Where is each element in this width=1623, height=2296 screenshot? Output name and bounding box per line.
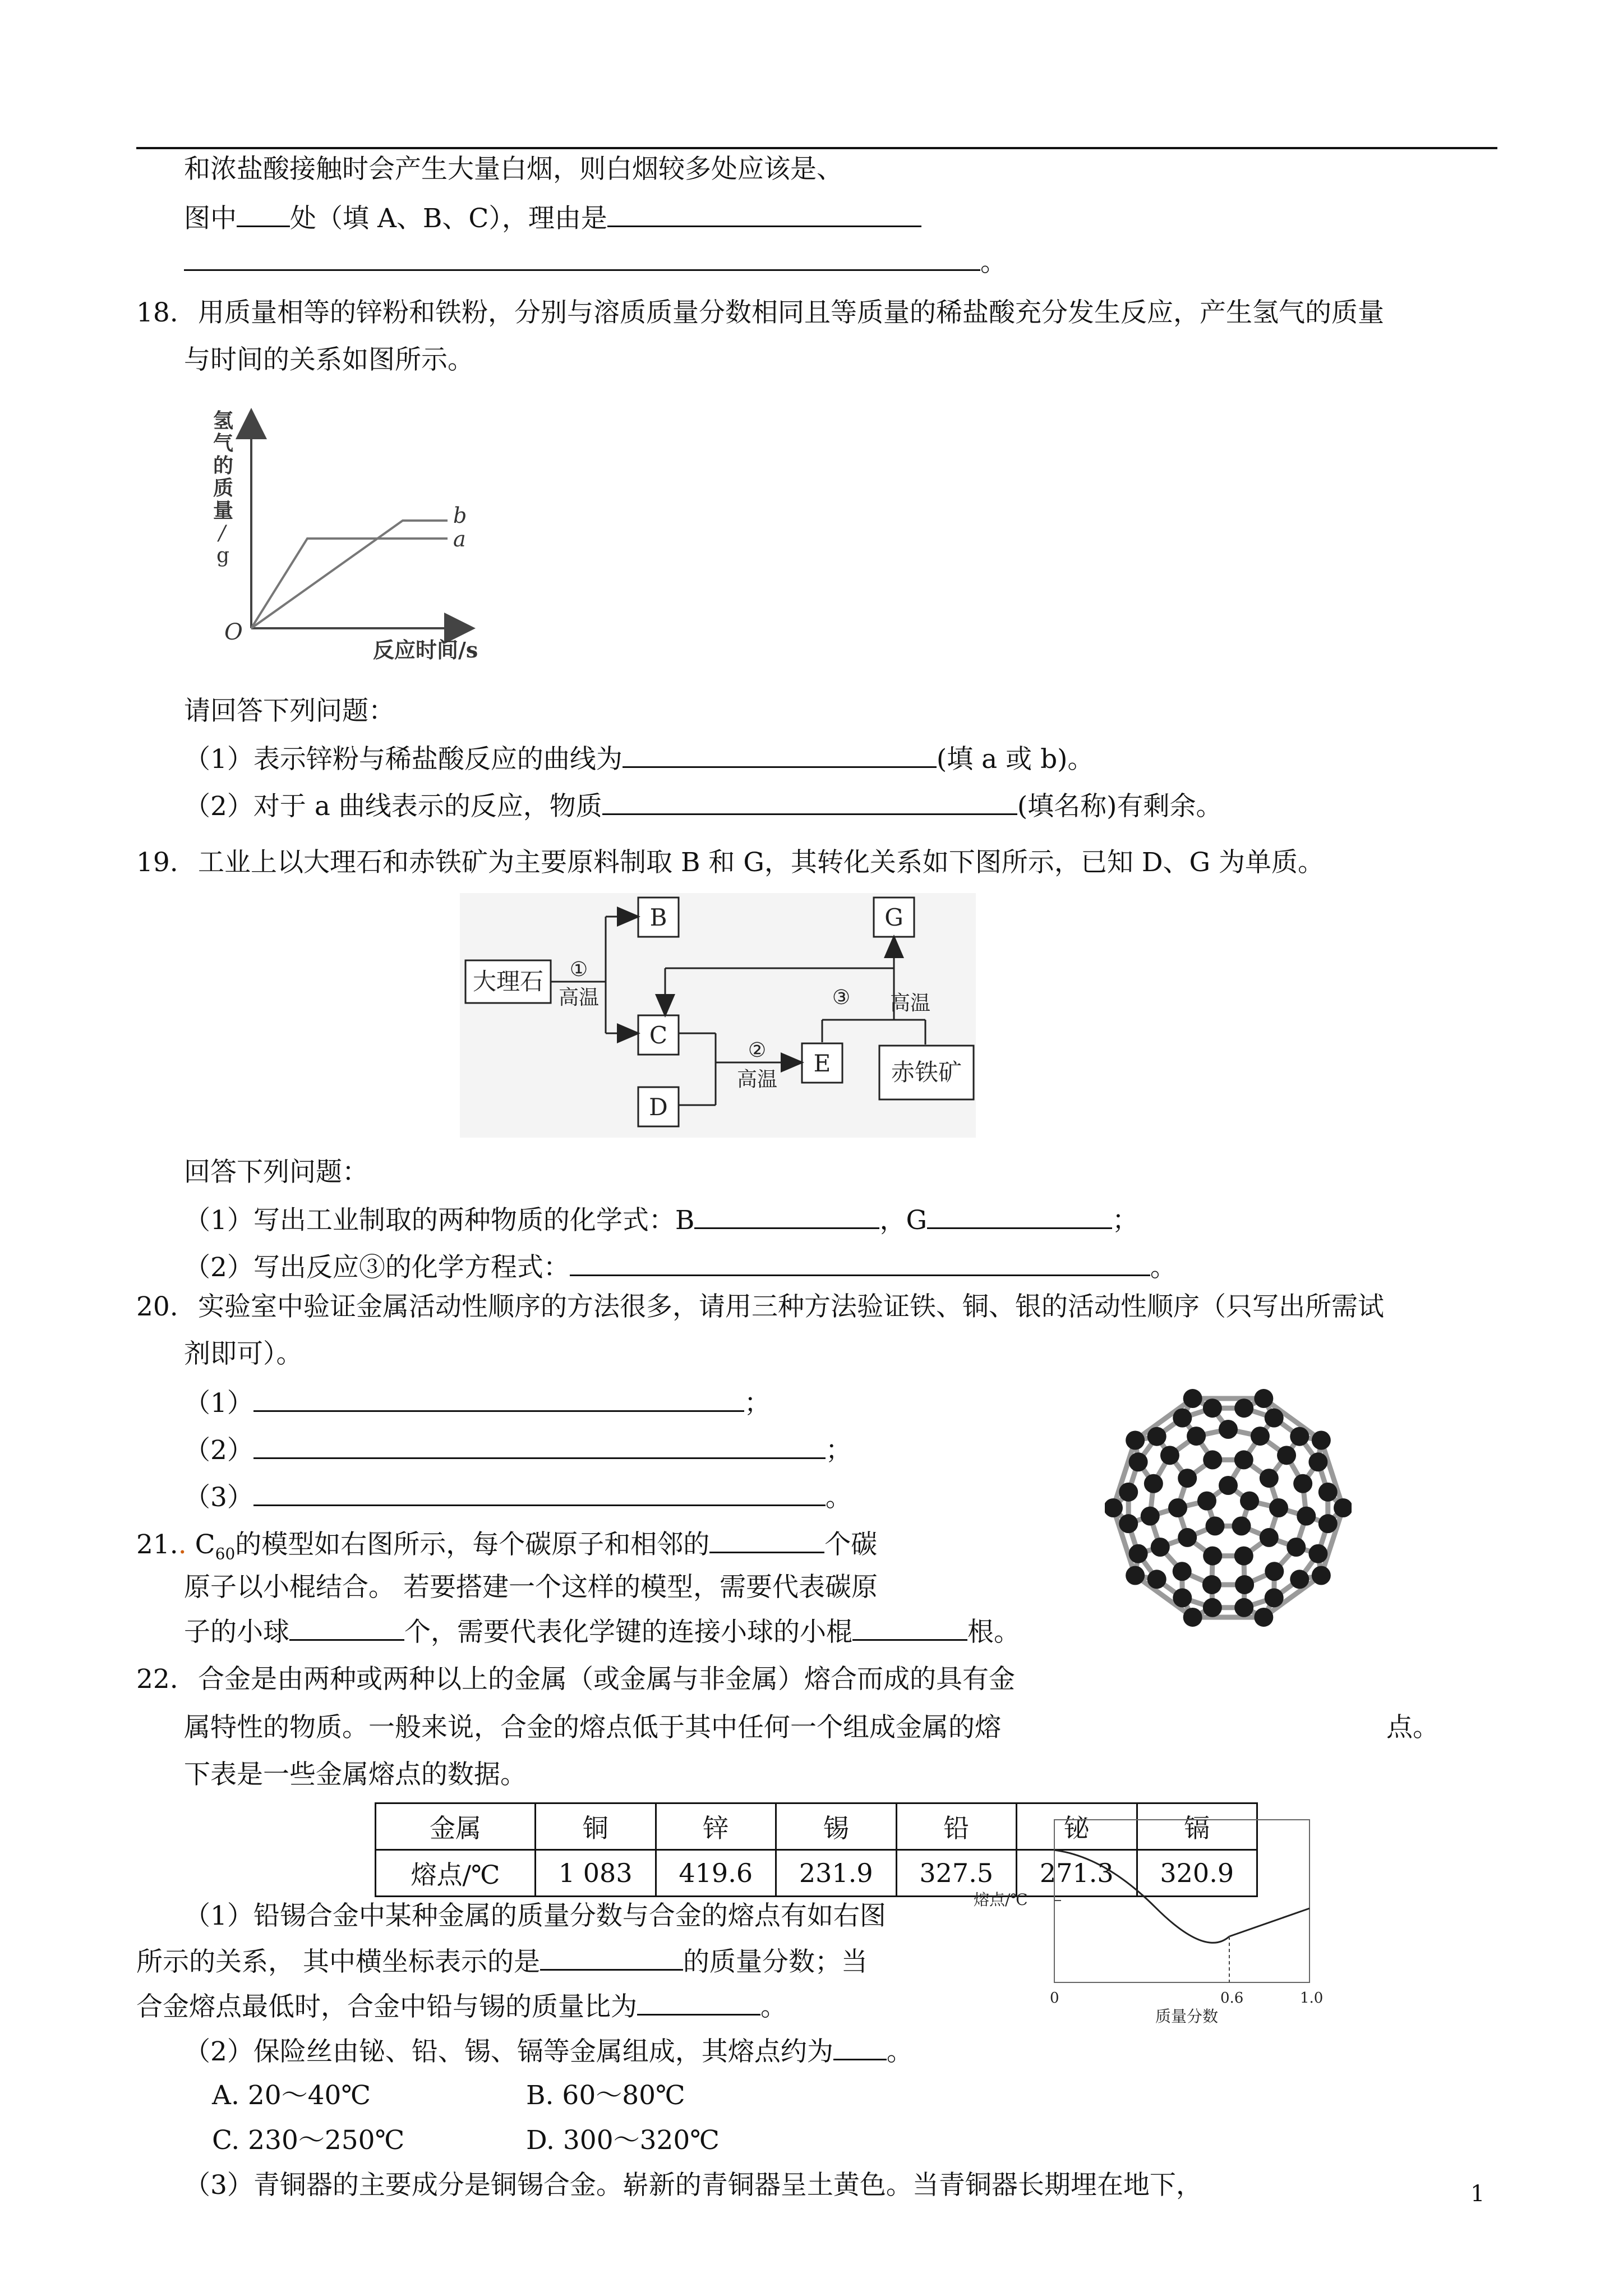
chart2-ylabel: 熔点/℃: [974, 1890, 1028, 1909]
q19-blank-b[interactable]: [694, 1203, 879, 1229]
q18-ylabel-char: 质: [213, 476, 234, 500]
c60-carbon-atom: [1234, 1450, 1253, 1469]
q22-sub1-line2: 所示的关系， 其中横坐标表示的是 的质量分数；当: [136, 1944, 868, 1979]
table-cell: 231.9: [776, 1850, 897, 1897]
c60-carbon-atom: [1234, 1398, 1253, 1418]
c60-carbon-atom: [1312, 1431, 1331, 1450]
q22-sub2: （2）保险丝由铋、铅、锡、镉等金属组成，其熔点约为 。: [184, 2034, 913, 2069]
c60-carbon-atom: [1147, 1427, 1166, 1446]
q19-blank-g[interactable]: [927, 1203, 1112, 1229]
chart2-tick-0-6: 0.6: [1220, 1990, 1244, 2007]
q19-number: 19.: [136, 847, 178, 878]
c60-carbon-atom: [1178, 1469, 1197, 1488]
q19-sub2: （2）写出反应③的化学方程式： 。: [184, 1250, 1177, 1285]
q18-text-line2: 与时间的关系如图所示。: [184, 344, 474, 375]
melting-curve-left: [1054, 1850, 1229, 1943]
q22-text-line2-end: 点。: [1386, 1712, 1439, 1743]
c60-carbon-atom: [1265, 1562, 1284, 1581]
q17-line3: 。: [184, 245, 1007, 279]
table-cell: 320.9: [1137, 1850, 1257, 1897]
c60-carbon-atom: [1308, 1544, 1327, 1563]
q19-text: 工业上以大理石和赤铁矿为主要原料制取 B 和 G，其转化关系如下图所示，已知 D、G 为单质。: [198, 847, 1325, 878]
c60-carbon-atom: [1119, 1483, 1138, 1502]
q18-series-line-b: [251, 521, 448, 628]
q22-text-line2: 属特性的物质。一般来说，合金的熔点低于其中任何一个组成金属的熔: [184, 1712, 1001, 1743]
table-cell: 铅: [896, 1803, 1017, 1850]
c60-carbon-atom: [1173, 1409, 1192, 1428]
c60-carbon-atom: [1265, 1588, 1284, 1607]
q22-text-line3: 下表是一些金属熔点的数据。: [184, 1759, 527, 1790]
q22-sub1-line1: （1）铅锡合金中某种金属的质量分数与合金的熔点有如右图: [184, 1901, 886, 1931]
q22-sub1-line3: 合金熔点最低时，合金中铅与锡的质量比为 。: [136, 1989, 787, 2024]
c60-carbon-atom: [1290, 1570, 1309, 1589]
c60-carbon-atom: [1318, 1483, 1338, 1502]
c60-carbon-atom: [1219, 1476, 1238, 1495]
q18-ylabel-char: 的: [213, 454, 234, 477]
q18-ylabel-char: 氢: [213, 409, 234, 432]
q21-blank-balls[interactable]: [289, 1614, 404, 1641]
q22-blank-ratio[interactable]: [637, 1989, 760, 2016]
header-rule: [136, 147, 1497, 149]
q19-prompt: 回答下列问题：: [184, 1157, 368, 1188]
c60-carbon-atom: [1260, 1528, 1279, 1547]
c60-carbon-atom: [1129, 1452, 1148, 1471]
node-g-label: G: [884, 904, 903, 931]
c60-carbon-atom: [1126, 1566, 1145, 1585]
q17-blank-reason[interactable]: [607, 201, 921, 227]
q20-line1: （1） ；: [184, 1386, 771, 1420]
q18-sub2: （2）对于 a 曲线表示的反应，物质 (填名称)有剩余。: [184, 789, 1223, 823]
c60-carbon-atom: [1234, 1547, 1253, 1566]
q20-line3: （3） 。: [184, 1480, 852, 1515]
c60-carbon-atom: [1234, 1598, 1253, 1617]
q18-ylabel-char: 气: [213, 431, 234, 455]
lead-tin-melting-chart: [970, 1818, 1396, 2031]
melting-curve-right: [1229, 1908, 1310, 1936]
q19-sub1: （1）写出工业制取的两种物质的化学式：B ，G ；: [184, 1203, 1138, 1237]
c60-carbon-atom: [1232, 1516, 1251, 1535]
q18-ylabel-char: g: [216, 544, 230, 567]
chart2-tick-1-0: 1.0: [1300, 1990, 1324, 2007]
c60-carbon-atom: [1308, 1452, 1327, 1471]
q22-blank-fuse[interactable]: [833, 2034, 887, 2060]
q18-origin: O: [224, 619, 243, 645]
c60-carbon-atom: [1187, 1427, 1206, 1446]
node-c-label: C: [649, 1022, 668, 1049]
q17-line1: 和浓盐酸接触时会产生大量白烟，则白烟较多处应该是、: [184, 154, 843, 185]
table-cell: 铜: [536, 1803, 656, 1850]
step3-condition: 高温: [890, 992, 931, 1015]
q22-option-c: C. 230～250℃: [212, 2125, 405, 2156]
c60-carbon-atom: [1173, 1562, 1192, 1581]
c60-carbon-atom: [1260, 1469, 1279, 1488]
q18-series-label-b: b: [453, 503, 467, 528]
table-cell: 熔点/℃: [376, 1850, 536, 1897]
node-hematite-label: 赤铁矿: [891, 1059, 962, 1086]
q18-blank-substance[interactable]: [602, 789, 1017, 815]
c60-carbon-atom: [1219, 1420, 1238, 1439]
q20-blank-1[interactable]: [253, 1386, 744, 1412]
c60-carbon-atom: [1173, 1588, 1192, 1607]
table-cell: 镉: [1137, 1803, 1257, 1850]
c60-carbon-atom: [1183, 1389, 1202, 1408]
c60-carbon-atom: [1168, 1498, 1187, 1517]
q22-sub3: （3）青铜器的主要成分是铜锡合金。崭新的青铜器呈土黄色。当青铜器长期埋在地下，: [184, 2170, 1202, 2201]
c60-carbon-atom: [1265, 1409, 1284, 1428]
step1-condition: 高温: [558, 986, 600, 1009]
table-cell: 铋: [1017, 1803, 1137, 1850]
table-cell: 419.6: [656, 1850, 776, 1897]
c60-carbon-atom: [1312, 1566, 1331, 1585]
q21-blank-neighbors[interactable]: [709, 1527, 824, 1553]
table-cell: 327.5: [896, 1850, 1017, 1897]
c60-molecule-model: [1105, 1384, 1352, 1631]
c60-carbon-atom: [1269, 1498, 1288, 1517]
c60-carbon-atom: [1203, 1450, 1222, 1469]
q18-text-line1: 用质量相等的锌粉和铁粉，分别与溶质质量分数相同且等质量的稀盐酸充分发生反应，产生氢气的质量: [198, 297, 1384, 328]
q21-line1: 21.. $C_{60}$的模型如右图所示，每个碳原子和相邻的 个碳: [136, 1527, 877, 1571]
q19-blank-equation[interactable]: [570, 1250, 1150, 1276]
table-cell: 金属: [376, 1803, 536, 1850]
c60-carbon-atom: [1203, 1547, 1222, 1566]
table-cell: 锌: [656, 1803, 776, 1850]
q18-number: 18.: [136, 297, 178, 328]
c60-carbon-atom: [1141, 1507, 1160, 1526]
c60-carbon-atom: [1178, 1528, 1197, 1547]
c60-carbon-atom: [1287, 1538, 1306, 1557]
q20-line2: （2） ；: [184, 1433, 852, 1467]
c60-carbon-atom: [1160, 1446, 1179, 1465]
c60-carbon-atom: [1318, 1514, 1338, 1533]
c60-carbon-atom: [1203, 1398, 1222, 1418]
table-cell: 锡: [776, 1803, 897, 1850]
q18-sub1: （1）表示锌粉与稀盐酸反应的曲线为 (填 a 或 b)。: [184, 742, 1094, 776]
q20-text-line1: 实验室中验证金属活动性顺序的方法很多，请用三种方法验证铁、铜、银的活动性顺序（只写出所需试: [198, 1291, 1384, 1322]
table-cell: 271.3: [1017, 1850, 1137, 1897]
node-e-label: E: [813, 1050, 831, 1077]
c60-carbon-atom: [1205, 1516, 1224, 1535]
c60-carbon-atom: [1144, 1474, 1163, 1493]
c60-carbon-atom: [1277, 1446, 1296, 1465]
q18-series-line-a: [251, 539, 448, 628]
c60-carbon-atom: [1129, 1544, 1148, 1563]
q22-text-line1: 合金是由两种或两种以上的金属（或金属与非金属）熔合而成的具有金: [198, 1664, 1015, 1695]
c60-carbon-atom: [1183, 1608, 1202, 1627]
q22-option-d: D. 300～320℃: [526, 2125, 720, 2156]
c60-carbon-atom: [1254, 1608, 1273, 1627]
c60-carbon-atom: [1290, 1427, 1309, 1446]
q18-ylabel-char: /: [219, 522, 226, 545]
q20-number: 20.: [136, 1291, 178, 1322]
q18-series-label-a: a: [453, 527, 466, 551]
c60-carbon-atom: [1151, 1538, 1170, 1557]
q18-prompt: 请回答下列问题：: [184, 696, 395, 726]
c60-carbon-atom: [1147, 1570, 1166, 1589]
q18-xlabel: 反应时间/s: [373, 637, 478, 662]
q21-blank-sticks[interactable]: [852, 1614, 967, 1641]
c60-carbon-atom: [1202, 1575, 1221, 1594]
q20-blank-3[interactable]: [253, 1480, 826, 1506]
q19-flow-diagram: [460, 893, 976, 1138]
c60-carbon-atom: [1126, 1431, 1145, 1450]
node-d-label: D: [649, 1093, 668, 1121]
chart2-xlabel: 质量分数: [1155, 2007, 1219, 2026]
q17-line2: 图中 处（填 A、B、C），理由是: [184, 201, 921, 236]
q20-blank-2[interactable]: [253, 1433, 826, 1459]
c60-carbon-atom: [1240, 1492, 1259, 1511]
q22-blank-abscissa[interactable]: [540, 1944, 683, 1971]
chart2-tick-0: 0: [1050, 1990, 1059, 2007]
c60-carbon-atom: [1235, 1575, 1254, 1594]
c60-carbon-atom: [1297, 1507, 1316, 1526]
q22-option-a: A. 20～40℃: [212, 2080, 371, 2111]
q18-ylabel-char: 量: [213, 499, 234, 522]
q21-line3: 子的小球 个，需要代表化学键的连接小球的小棍 根。: [184, 1614, 1020, 1649]
c60-carbon-atom: [1119, 1514, 1138, 1533]
step2-marker: ②: [748, 1039, 767, 1062]
c60-carbon-atom: [1254, 1389, 1273, 1408]
q18-hydrogen-chart: [202, 404, 550, 662]
node-b-label: B: [649, 904, 667, 931]
node-marble-label: 大理石: [472, 968, 544, 995]
c60-carbon-atom: [1251, 1427, 1270, 1446]
q17-blank-position[interactable]: [237, 201, 290, 227]
step3-marker: ③: [832, 986, 851, 1009]
q21-line2: 原子以小棍结合。 若要搭建一个这样的模型，需要代表碳原: [184, 1572, 878, 1603]
step1-marker: ①: [569, 958, 588, 981]
q18-blank-curve[interactable]: [623, 742, 937, 768]
q22-number: 22.: [136, 1664, 178, 1695]
q20-text-line2: 剂即可）。: [184, 1338, 303, 1369]
table-cell: 1 083: [536, 1850, 656, 1897]
step2-condition: 高温: [736, 1068, 778, 1091]
q22-option-b: B. 60～80℃: [526, 2080, 685, 2111]
c60-carbon-atom: [1293, 1474, 1312, 1493]
q17-blank-reason-cont[interactable]: [184, 245, 980, 271]
c60-carbon-atom: [1197, 1492, 1216, 1511]
page-number: 1: [1470, 2181, 1485, 2207]
c60-carbon-atom: [1203, 1598, 1222, 1617]
